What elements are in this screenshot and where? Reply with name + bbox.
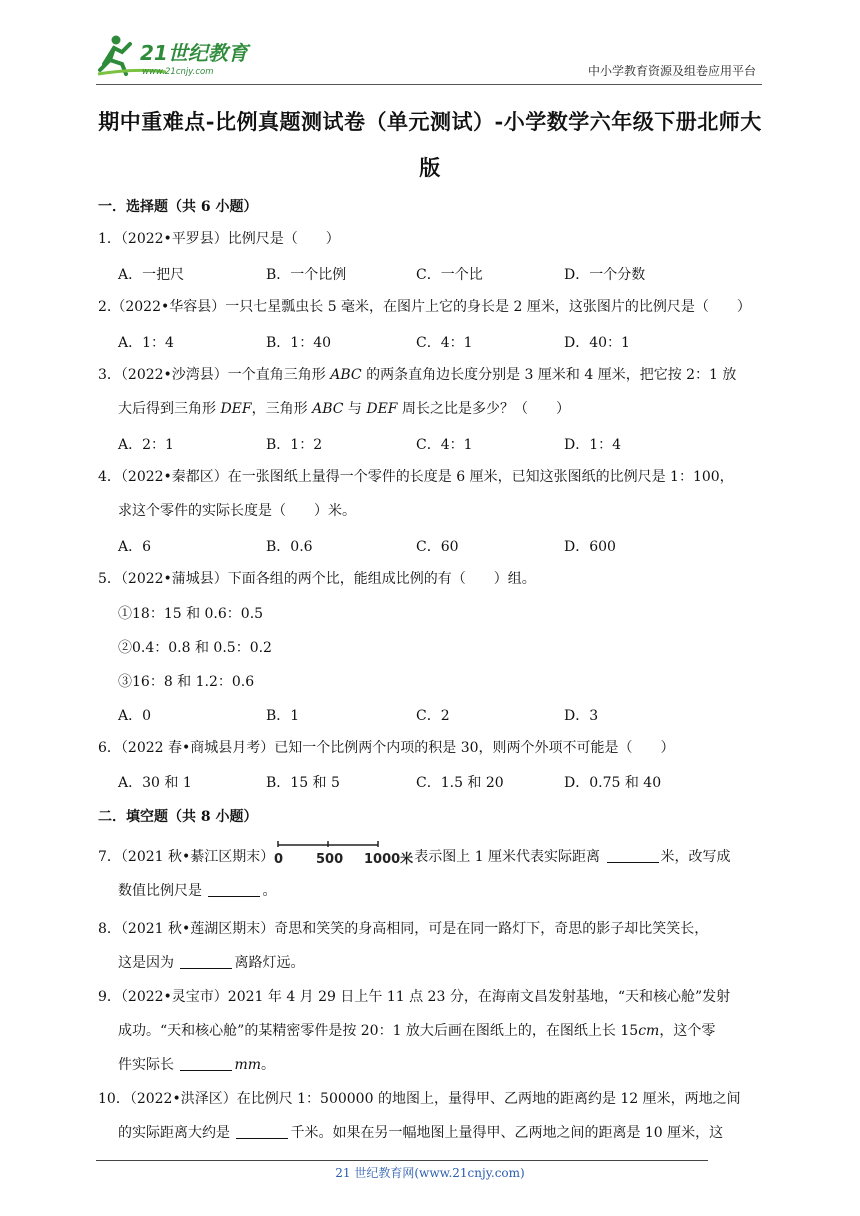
question-5-options: [118, 705, 758, 725]
question-2-options: [118, 332, 758, 352]
scale-bar-figure: [274, 841, 414, 867]
section-heading-choice: 一．选择题（共 6 小题）: [98, 199, 258, 215]
option-a: A．0: [118, 708, 152, 724]
question-3: [98, 358, 764, 426]
answer-blank[interactable]: [607, 848, 659, 863]
question-5: [98, 562, 764, 596]
question-10-line1: 10．（2022•洪泽区）在比例尺 1：500000 的地图上，量得甲、乙两地的距离约是 12 厘米，两地之间: [98, 1091, 741, 1107]
option-d: D．0.75 和 40: [564, 775, 662, 791]
option-b: B．1: [266, 708, 300, 724]
option-a: A．30 和 1: [118, 775, 192, 791]
option-c: C．4：1: [416, 335, 473, 351]
footer-text: 21 世纪教育网(www.21cnjy.com): [335, 1166, 525, 1180]
question-10-line2: 的实际距离大约是 千米。如果在另一幅地图上量得甲、乙两地之间的距离是 10 厘米，这: [118, 1125, 724, 1141]
question-8: [98, 912, 764, 980]
question-8-line2: 这是因为 离路灯远。: [118, 955, 305, 971]
option-a: A．6: [118, 539, 152, 555]
question-1: [98, 222, 764, 256]
option-d: D．1：4: [564, 437, 622, 453]
question-3-line2: 大后得到三角形 DEF，三角形 ABC 与 DEF 周长之比是多少？（ ）: [118, 401, 570, 417]
question-4-options: [118, 536, 758, 556]
option-a: A．2：1: [118, 437, 174, 453]
page-title-line1: 期中重难点-比例真题测试卷（单元测试）-小学数学六年级下册北师大: [98, 109, 762, 134]
option-c: C．2: [416, 708, 450, 724]
question-7-line2: 数值比例尺是 。: [118, 883, 277, 899]
question-5-item-2: ②0.4：0.8 和 0.5：0.2: [118, 640, 272, 656]
question-7: [98, 840, 764, 908]
question-9: [98, 980, 764, 1082]
option-c: C．60: [416, 539, 459, 555]
option-c: C．4：1: [416, 437, 473, 453]
option-b: B．0.6: [266, 539, 313, 555]
question-9-line1: 9．（2022•灵宝市）2021 年 4 月 29 日上午 11 点 23 分，在海南文昌发射基地，“天和核心舱”发射: [98, 989, 731, 1005]
svg-text:0: 0: [274, 852, 284, 867]
option-b: B．1：40: [266, 335, 332, 351]
question-8-line1: 8．（2021 秋•莲湖区期末）奇思和笑笑的身高相同，可是在同一路灯下，奇思的影子却比笑笑长，: [98, 921, 709, 937]
question-6-options: [118, 772, 758, 792]
option-a: A．1：4: [118, 335, 174, 351]
question-5-text: 5．（2022•蒲城县）下面各组的两个比，能组成比例的有（ ）组。: [98, 571, 536, 587]
svg-text:1000米: 1000米: [364, 852, 414, 867]
question-1-text: 1．（2022•平罗县）比例尺是（ ）: [98, 231, 340, 247]
question-4: [98, 460, 764, 528]
question-2: [98, 290, 764, 324]
question-6-text: 6．（2022 春•商城县月考）已知一个比例两个内项的积是 30，则两个外项不可能是（ ）: [98, 740, 675, 756]
question-9-line2: 成功。“天和核心舱”的某精密零件是按 20：1 放大后画在图纸上的，在图纸上长 15cm，这个零: [118, 1023, 716, 1039]
answer-blank[interactable]: [208, 882, 260, 897]
question-4-line1: 4．（2022•秦都区）在一张图纸上量得一个零件的长度是 6 厘米，已知这张图纸的比例尺是 1：100，: [98, 469, 734, 485]
page-title-line2: 版: [419, 155, 441, 180]
option-b: B．一个比例: [266, 267, 347, 283]
answer-blank[interactable]: [236, 1124, 288, 1139]
option-c: C．1.5 和 20: [416, 775, 504, 791]
platform-name: 中小学教育资源及组卷应用平台: [587, 64, 756, 78]
question-5-item-1: ①18：15 和 0.6：0.5: [118, 606, 264, 622]
page-header: [96, 26, 762, 85]
option-c: C．一个比: [416, 267, 483, 283]
svg-text:21世纪教育: 21世纪教育: [140, 41, 248, 65]
svg-text:www.21cnjy.com: www.21cnjy.com: [142, 67, 214, 77]
question-2-text: 2.（2022•华容县）一只七星瓢虫长 5 毫米，在图片上它的身长是 2 厘米，这张图片的比例尺是（ ）: [98, 299, 751, 315]
site-logo: [96, 30, 266, 80]
option-b: B．1：2: [266, 437, 323, 453]
option-d: D．一个分数: [564, 267, 646, 283]
question-5-item-3: ③16：8 和 1.2：0.6: [118, 674, 255, 690]
option-d: D．600: [564, 539, 616, 555]
question-10: [98, 1082, 764, 1150]
answer-blank[interactable]: [180, 954, 232, 969]
section-heading-fill: 二．填空题（共 8 小题）: [98, 809, 258, 825]
question-9-line3: 件实际长 mm。: [118, 1057, 276, 1073]
question-6: [98, 731, 764, 765]
footer-divider: [96, 1160, 708, 1161]
question-4-line2: 求这个零件的实际长度是（ ）米。: [118, 503, 356, 519]
option-b: B．15 和 5: [266, 775, 340, 791]
answer-blank[interactable]: [180, 1056, 232, 1071]
option-a: A．一把尺: [118, 267, 185, 283]
option-d: D．40：1: [564, 335, 630, 351]
question-3-options: [118, 434, 758, 454]
question-1-options: [118, 264, 758, 284]
question-3-line1: 3．（2022•沙湾县）一个直角三角形 ABC 的两条直角边长度分别是 3 厘米和 4 厘米，把它按 2：1 放: [98, 367, 737, 383]
option-d: D．3: [564, 708, 599, 724]
svg-text:500: 500: [316, 852, 344, 867]
question-7-line1: 7．（2021 秋•綦江区期末） 0 500 1000米 表示图上 1 厘米代表实际距离 米，改写成: [98, 840, 764, 874]
